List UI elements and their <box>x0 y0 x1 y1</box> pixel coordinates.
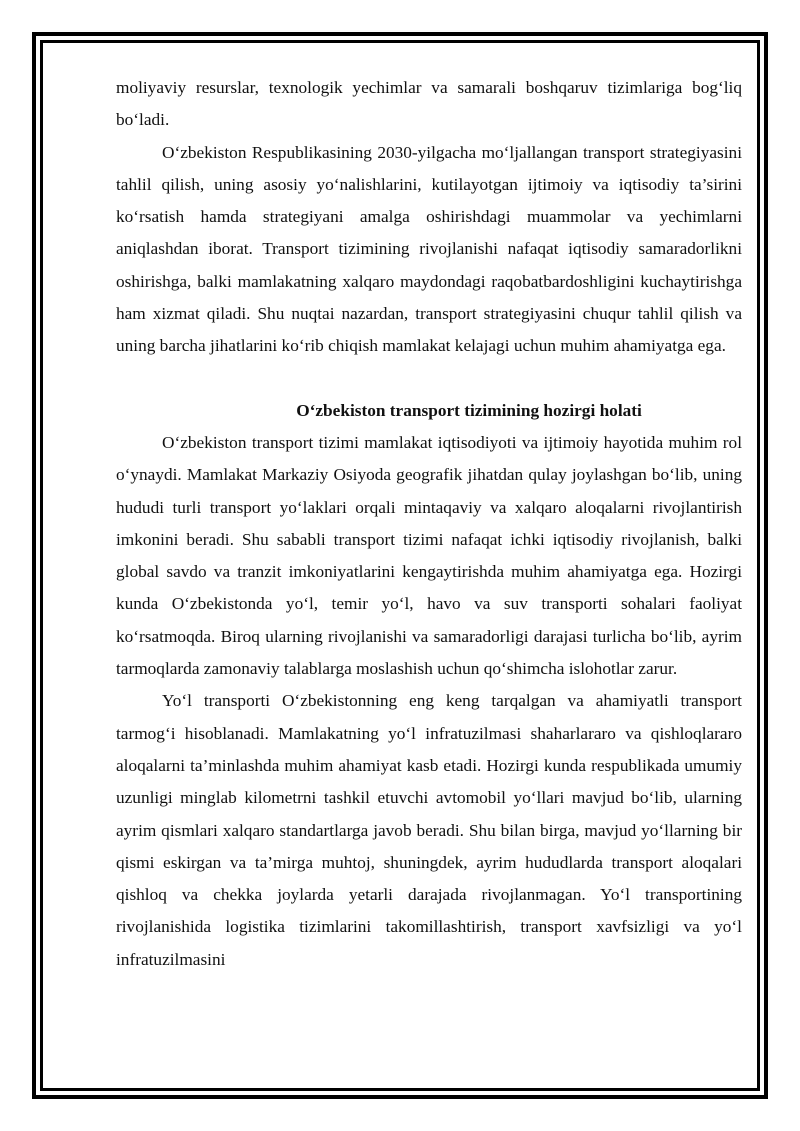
document-body <box>116 72 742 976</box>
paragraph-strategy-aim: O‘zbekiston Respublikasining 2030-yilgacha mo‘ljallangan transport strategiyasini tahlil qilish, uning asosiy yo‘nalishlarini, kutilayotgan ijtimoiy va iqtisodiy ta’sirini ko‘rsatish hamda strategiyani amalga oshirishdagi muammolar va yechimlarni aniqlashdan iborat. Transport tizimining rivojlanishi nafaqat iqtisodiy samaradorlikni oshirishga, balki mamlakatning xalqaro maydondagi raqobatbardoshligini kuchaytirishga ham xizmat qiladi. Shu nuqtai nazardan, transport strategiyasini chuqur tahlil qilish va uning barcha jihatlarini ko‘rib chiqish mamlakat kelajagi uchun muhim ahamiyatga ega. <box>116 142 742 356</box>
section-heading: O‘zbekiston transport tizimining hozirgi holati <box>296 400 642 420</box>
paragraph-continuation: moliyaviy resurslar, texnologik yechimlar va samarali boshqaruv tizimlariga bog‘liq bo‘ladi. <box>116 78 742 130</box>
paragraph-road-transport: Yo‘l transporti O‘zbekistonning eng keng tarqalgan va ahamiyatli transport tarmog‘i hisoblanadi. Mamlakatning yo‘l infratuzilmasi shaharlararo va qishloqlararo aloqalarni ta’minlashda muhim ahamiyat kasb etadi. Hozirgi kunda respublikada umumiy uzunligi minglab kilometrni tashkil etuvchi avtomobil yo‘llari mavjud bo‘lib, ularning ayrim qismlari xalqaro standartlarga javob beradi. Shu bilan birga, mavjud yo‘llarning bir qismi eskirgan va ta’mirga muhtoj, shuningdek, ayrim hududlarda transport aloqalari qishloq va chekka joylarda yetarli darajada rivojlanmagan. Yo‘l transportining rivojlanishida logistika tizimlarini takomillashtirish, transport xavfsizligi va yo‘l infratuzilmasini <box>116 691 742 969</box>
section-spacer <box>116 363 742 395</box>
paragraph-transport-system: O‘zbekiston transport tizimi mamlakat iqtisodiyoti va ijtimoiy hayotida muhim rol o‘ynaydi. Mamlakat Markaziy Osiyoda geografik jihatdan qulay joylashgan bo‘lib, uning hududi turli transport yo‘laklari orqali mintaqaviy va xalqaro aloqalarni rivojlantirish imkonini beradi. Shu sababli transport tizimi nafaqat ichki iqtisodiy rivojlanish, balki global savdo va tranzit imkoniyatlarini kengaytirishda muhim ahamiyatga ega. Hozirgi kunda O‘zbekistonda yo‘l, temir yo‘l, havo va suv transporti sohalari faoliyat ko‘rsatmoqda. Biroq ularning rivojlanishi va samaradorligi darajasi turlicha bo‘lib, ayrim tarmoqlarda zamonaviy talablarga moslashish uchun qo‘shimcha islohotlar zarur. <box>116 432 742 679</box>
